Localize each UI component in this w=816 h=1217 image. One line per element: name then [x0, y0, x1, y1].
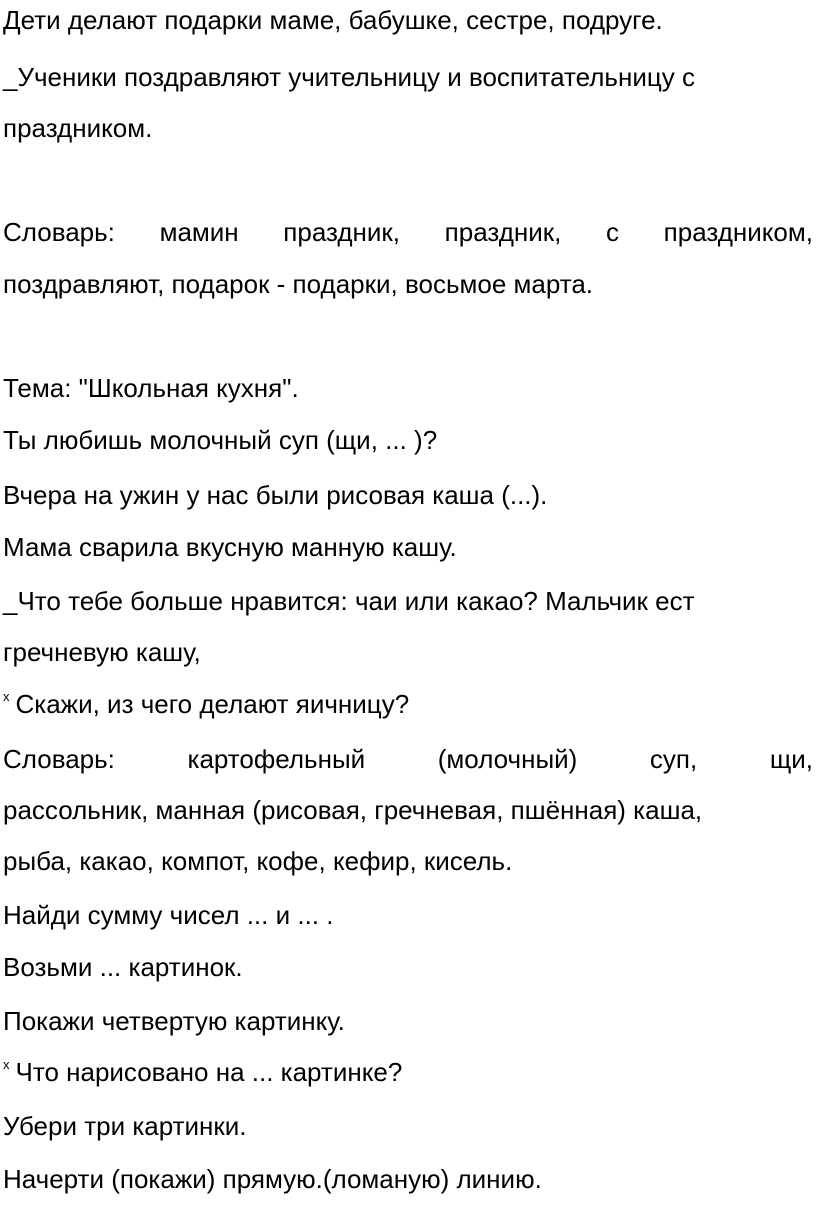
vocab-word: праздником,	[663, 217, 813, 247]
text-line-16: Найди сумму чисел ... и ... .	[3, 900, 334, 930]
vocab-word: праздник,	[283, 217, 401, 247]
topic-heading: Тема: "Школьная кухня".	[3, 373, 299, 403]
text-line-5: поздравляют, подарок - подарки, восьмое марта.	[3, 269, 594, 299]
text-line-3: праздником.	[3, 113, 153, 143]
text-line-9: Мама сварила вкусную манную кашу.	[3, 532, 457, 562]
text-line-12-content: Скажи, из чего делают яичницу?	[15, 689, 410, 719]
text-line-10: _Что тебе больше нравится: чаи или какао? Мальчик ест	[3, 586, 695, 616]
text-line-21: Начерти (покажи) прямую.(ломаную) линию.	[3, 1164, 542, 1194]
vocabulary-line-1	[3, 216, 813, 248]
vocab-word: с	[606, 217, 620, 247]
vocab-word: картофельный	[187, 744, 366, 774]
vocab-word: Словарь:	[3, 744, 115, 774]
text-line-1: Дети делают подарки маме, бабушке, сестре, подруге.	[3, 5, 663, 35]
vocab-word: Словарь:	[3, 217, 115, 247]
vocab-word: суп,	[649, 744, 698, 774]
text-line-12	[3, 688, 409, 725]
text-line-19-content: Что нарисовано на ... картинке?	[15, 1057, 403, 1087]
marker-x: x	[3, 1057, 10, 1072]
text-line-20: Убери три картинки.	[3, 1111, 247, 1141]
text-line-18: Покажи четвертую картинку.	[3, 1006, 345, 1036]
vocab-word: щи,	[769, 744, 813, 774]
text-line-19	[3, 1056, 402, 1093]
vocab-word: праздник,	[444, 217, 562, 247]
text-line-14: рассольник, манная (рисовая, гречневая, пшённая) каша,	[3, 795, 703, 825]
marker-x: x	[3, 689, 10, 704]
text-line-11: гречневую кашу,	[3, 637, 201, 667]
vocab-word: мамин	[159, 217, 239, 247]
text-line-2: _Ученики поздравляют учительницу и воспитательницу с	[3, 62, 695, 92]
vocab-word: (молочный)	[437, 744, 578, 774]
text-line-17: Возьми ... картинок.	[3, 952, 243, 982]
vocabulary-line-2	[3, 743, 813, 775]
text-line-15: рыба, какао, компот, кофе, кефир, кисель.	[3, 846, 513, 876]
text-line-7: Ты любишь молочный суп (щи, ... )?	[3, 425, 438, 455]
text-line-8: Вчера на ужин у нас были рисовая каша (...).	[3, 480, 548, 510]
